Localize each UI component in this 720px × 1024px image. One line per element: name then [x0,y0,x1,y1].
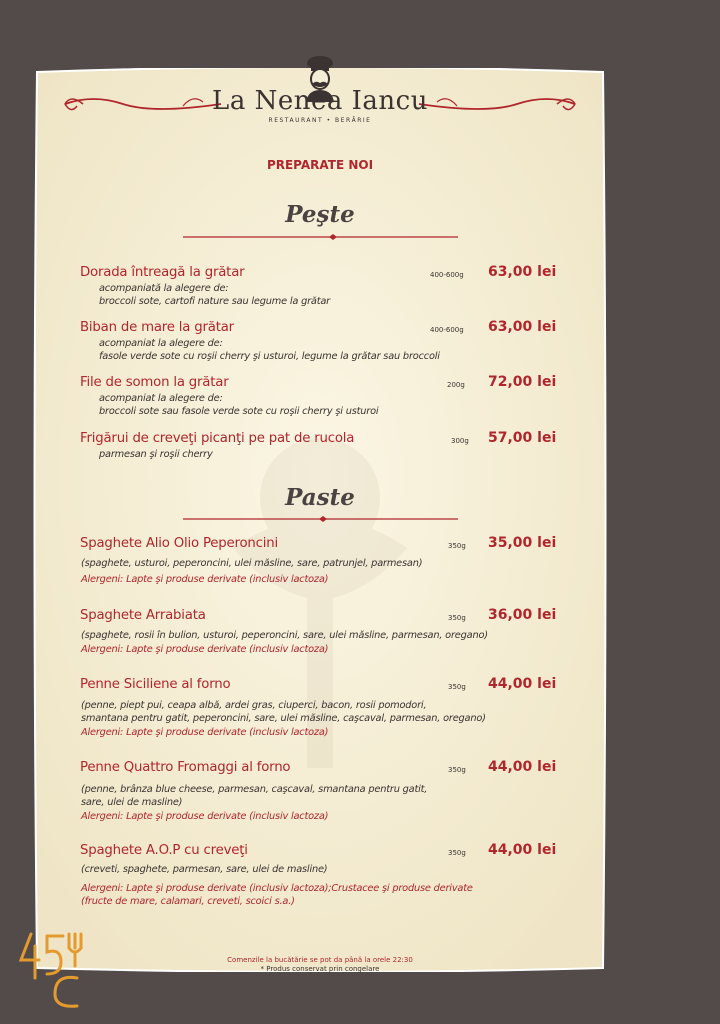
dish-allergens: Alergeni: Lapte şi produse derivate (inclusiv lactoza) [81,644,329,655]
dish-description: (penne, piept pui, ceapa albă, ardei gras, ciuperci, bacon, rosii pomodori, [81,700,427,711]
section-divider-paste [183,515,458,523]
dish-description: (creveti, spaghete, parmesan, sare, ulei de masline) [81,864,328,875]
dish-name: Biban de mare la grătar [80,320,234,335]
dish-price: 57,00 lei [488,430,557,446]
dish-allergens: Alergeni: Lapte şi produse derivate (inclusiv lactoza) [81,727,329,738]
dish-price: 44,00 lei [488,759,557,775]
dish-description: parmesan şi roşii cherry [99,449,213,460]
dish-name: Penne Quattro Fromaggi al forno [80,760,291,775]
page-heading: PREPARATE NOI [266,158,374,172]
dish-price: 44,00 lei [488,676,557,692]
dish-allergens: (fructe de mare, calamari, creveti, scoici s.a.) [81,896,295,907]
dish-allergens: Alergeni: Lapte şi produse derivate (inclusiv lactoza);Crustacee şi produse derivate [81,883,473,894]
kitchen-hours-note: Comenzile la bucătărie se pot da până la orele 22:30 [227,956,413,964]
dish-price: 44,00 lei [488,842,557,858]
brand [33,86,607,124]
dish-price: 63,00 lei [488,319,557,335]
dish-price: 35,00 lei [488,535,557,551]
45c-logo-icon [17,930,89,1010]
dish-weight: 400-600g [430,271,464,279]
dish-name: File de somon la grătar [80,375,229,390]
dish-weight: 350g [448,614,466,622]
dish-description: acompaniat la alegere de: [99,338,223,349]
dish-description: broccoli sote, cartofi nature sau legume la grătar [99,296,330,307]
dish-name: Spaghete Arrabiata [80,608,206,623]
dish-name: Frigărui de creveţi picanţi pe pat de rucola [80,431,355,446]
menu-card [33,68,607,972]
dish-name: Penne Siciliene al forno [80,677,231,692]
dish-name: Dorada întreagă la grătar [80,265,245,280]
dish-name: Spaghete Alio Olio Peperoncini [80,536,278,551]
dish-price: 72,00 lei [488,374,557,390]
dish-description: acompaniat la alegere de: [99,393,223,404]
dish-weight: 350g [448,683,466,691]
dish-allergens: Alergeni: Lapte şi produse derivate (inclusiv lactoza) [81,574,329,585]
brand-name: La Nenea Iancu [212,86,428,116]
dish-weight: 200g [447,381,465,389]
dish-description: sare, ulei de masline) [81,797,183,808]
dish-description: fasole verde sote cu roşii cherry şi usturoi, legume la grătar sau broccoli [99,351,440,362]
brand-tagline: RESTAURANT • BERĂRIE [268,117,372,124]
dish-description: broccoli sote sau fasole verde sote cu roşii cherry şi usturoi [99,406,379,417]
frozen-product-note: * Produs conservat prin congelare [260,965,380,973]
dish-weight: 300g [451,437,469,445]
section-title-peste: Peşte [285,201,355,228]
dish-price: 63,00 lei [488,264,557,280]
dish-description: (penne, brânza blue cheese, parmesan, caşcaval, smantana pentru gatit, [81,784,428,795]
dish-weight: 350g [448,766,466,774]
section-divider-peste [183,233,458,241]
dish-description: (spaghete, rosii în bulion, usturoi, peperoncini, sare, ulei măsline, parmesan, oregano) [81,630,488,641]
dish-description: smantana pentru gatit, peperoncini, sare, ulei măsline, caşcaval, parmesan, oregano) [81,713,486,724]
dish-price: 36,00 lei [488,607,557,623]
dish-weight: 400-600g [430,326,464,334]
dish-weight: 350g [448,542,466,550]
section-title-paste: Paste [285,484,355,511]
dish-description: (spaghete, usturoi, peperoncini, ulei măsline, sare, patrunjel, parmesan) [81,558,423,569]
dish-description: acompaniată la alegere de: [99,283,229,294]
dish-allergens: Alergeni: Lapte şi produse derivate (inclusiv lactoza) [81,811,329,822]
dish-name: Spaghete A.O.P cu creveţi [80,843,248,858]
dish-weight: 350g [448,849,466,857]
menu-footer [33,956,607,974]
